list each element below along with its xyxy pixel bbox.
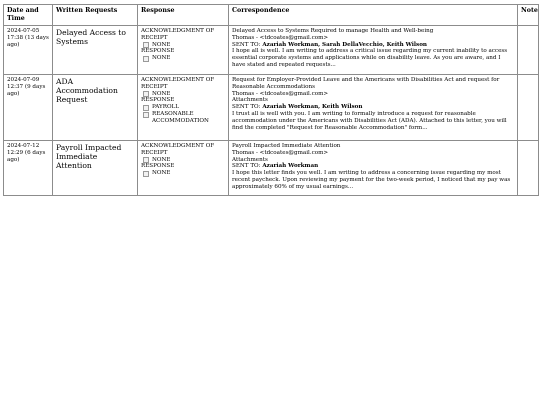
note-cell[interactable]	[518, 75, 539, 141]
response-option[interactable]: PAYROLL	[143, 104, 225, 111]
ack-label: ACKNOWLEDGMENT OF RECEIPT	[141, 28, 215, 41]
request-title: ADA Accommodation Request	[53, 75, 138, 141]
checkbox-icon[interactable]	[143, 105, 149, 111]
ack-option[interactable]: NONE	[143, 157, 225, 164]
response-option[interactable]: NONE	[143, 55, 225, 62]
note-cell[interactable]	[518, 141, 539, 196]
request-title: Payroll Impacted Immediate Attention	[53, 141, 138, 196]
ack-option[interactable]: NONE	[143, 91, 225, 98]
table-row	[4, 26, 539, 75]
corr-subject: Delayed Access to Systems Required to manage Health and Well-being	[232, 28, 434, 34]
response-label: RESPONSE	[141, 97, 175, 104]
checkbox-icon[interactable]	[143, 112, 149, 118]
date-cell: 2024-07-05 17:38 (13 days ago)	[4, 26, 53, 75]
ack-label: ACKNOWLEDGMENT OF RECEIPT	[141, 143, 215, 156]
checkbox-icon[interactable]	[143, 42, 149, 48]
note-cell[interactable]	[518, 26, 539, 75]
corr-sent-to: SENT TO: Azariah Workman	[232, 163, 319, 170]
date-cell: 2024-07-12 12:29 (6 days ago)	[4, 141, 53, 196]
corr-sent-to: SENT TO: Azariah Workman, Keith Wilson	[232, 104, 363, 111]
response-cell	[138, 141, 229, 196]
requests-table	[3, 4, 539, 196]
header-row	[4, 5, 539, 26]
response-option[interactable]: REASONABLE ACCOMMODATION	[143, 111, 225, 125]
header-written-requests: Written Requests	[53, 5, 138, 26]
table-row	[4, 75, 539, 141]
response-label: RESPONSE	[141, 163, 175, 170]
response-option[interactable]: NONE	[143, 170, 225, 177]
ack-label: ACKNOWLEDGMENT OF RECEIPT	[141, 77, 215, 90]
correspondence-cell	[229, 141, 518, 196]
page	[0, 0, 540, 196]
header-note: Note	[518, 5, 539, 26]
ack-option[interactable]: NONE	[143, 42, 225, 49]
corr-body: I hope all is well. I am writing to address a critical issue regarding my current inability to access essential corporate systems and applications while on disability leave. As you are aware, and I have stated and repeated requests...	[232, 48, 508, 68]
header-response: Response	[138, 5, 229, 26]
response-label: RESPONSE	[141, 48, 175, 55]
correspondence-cell	[229, 26, 518, 75]
recipients: Azariah Workman, Keith Wilson	[262, 104, 363, 111]
checkbox-icon[interactable]	[143, 91, 149, 97]
request-title: Delayed Access to Systems	[53, 26, 138, 75]
checkbox-icon[interactable]	[143, 171, 149, 177]
recipients: Azariah Workman, Sarah DellaVecchio, Keith Wilson	[262, 41, 427, 48]
table-row	[4, 141, 539, 196]
corr-subject: Payroll Impacted Immediate Attention	[232, 143, 341, 149]
corr-from: Thomas - <tdcoates@gmail.com>	[232, 34, 329, 41]
corr-attachments[interactable]: Attachments	[232, 97, 268, 104]
response-cell	[138, 75, 229, 141]
recipients: Azariah Workman	[262, 163, 319, 170]
corr-sent-to: SENT TO: Azariah Workman, Sarah DellaVecchio, Keith Wilson	[232, 41, 427, 48]
correspondence-cell	[229, 75, 518, 141]
checkbox-icon[interactable]	[143, 157, 149, 163]
corr-from: Thomas - <tdcoates@gmail.com>	[232, 90, 329, 97]
corr-body: I trust all is well with you. I am writing to formally introduce a request for reasonable accommodation under the Americans with Disabilities Act (ADA). Attached to this letter, you will find the completed "Request for Reasonable Accommodation" form...	[232, 110, 507, 131]
checkbox-icon[interactable]	[143, 56, 149, 62]
date-cell: 2024-07-09 12:37 (9 days ago)	[4, 75, 53, 141]
header-correspondence: Correspondence	[229, 5, 518, 26]
corr-subject: Request for Employer-Provided Leave and the Americans with Disabilities Act and request for Reasonable Accommodations	[232, 77, 500, 90]
header-date: Date and Time	[4, 5, 53, 26]
corr-body: I hope this letter finds you well. I am writing to address a concerning issue regarding my most recent paycheck. Upon reviewing my payment for the two-week period, I noticed that my pay was approximately 60% of my usual earnings...	[232, 170, 511, 190]
response-cell	[138, 26, 229, 75]
corr-from: Thomas - <tdcoates@gmail.com>	[232, 149, 329, 156]
corr-attachments[interactable]: Attachments	[232, 156, 268, 163]
